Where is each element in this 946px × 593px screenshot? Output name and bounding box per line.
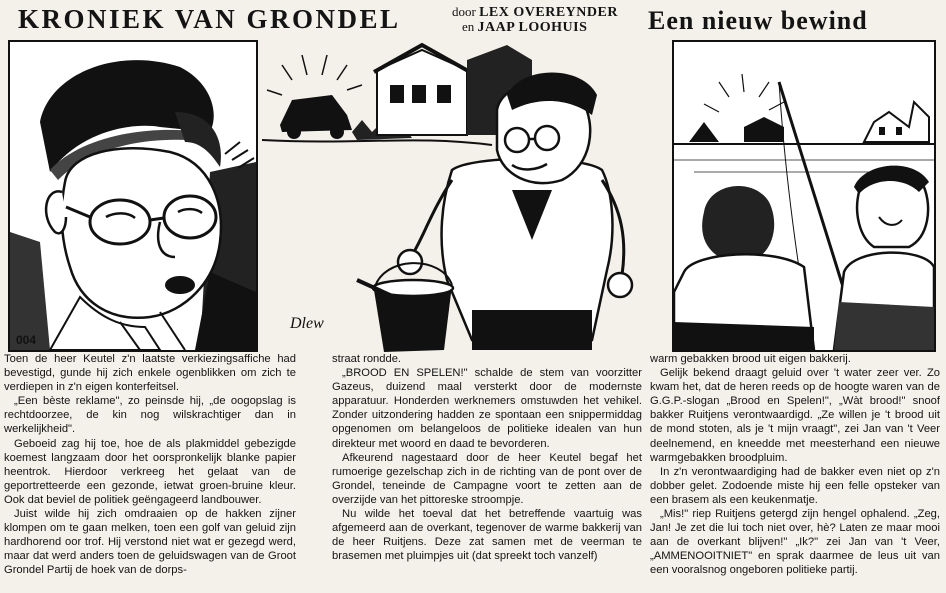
paragraph: „BROOD EN SPELEN!" schalde de stem van voorzitter Gazeus, duizend maal versterkt door de modernste apparatuur. Honderden werknemers omstuwden het vehikel. Zonder uitzondering hadden ze spontaan een snippermiddag opgenomen om belangeloos de politieke idealen van hun direkteur met woord en daad te bevorderen. [332,367,642,450]
paragraph: Geboeid zag hij toe, hoe de als plakmiddel gebezigde koemest langzaam door het oorspronkelijk blanke papier heentrok. Hierdoor verkreeg het gelaat van de geportretteerde een gezonde, ietwat groen-bruine kleur. Ook dat beviel de politiek geëngageerd landbouwer. [4,437,296,506]
comic-panel-2 [262,40,650,352]
paragraph: Nu wilde het toeval dat het betreffende vaartuig was afgemeerd aan de overkant, tegenover de warme bakkerij van de heer Ruitjens. Deze zat samen met de veerman te brasemen met pluimpjes uit (dat spreekt toch vanzelf) [332,508,642,563]
farmer-portrait-illustration [10,42,256,350]
comic-title: KRONIEK VAN GRONDEL [18,4,401,34]
byline [452,5,618,35]
paragraph: „Mis!" riep Ruitjens getergd zijn hengel ophalend. „Zeg, Jan! Je zet die lui toch niet over, hè? Laten ze maar mooi aan de overkant blijven!" „Ik?" zei Jan van 't Veer, „AMMENOOITNIET" en sprak daarmee de leus uit van een vooralsnog ongeboren politieke partij. [650,508,940,577]
author-1: LEX OVEREYNDER [479,5,618,20]
artist-signature: Dlew [290,315,324,332]
byline-prefix-1: door [452,4,476,19]
baker-with-bucket-illustration [262,40,650,352]
fishing-scene-illustration [674,42,934,350]
paragraph: straat rondde. [332,353,402,365]
paragraph: Afkeurend nagestaard door de heer Keutel begaf het rumoerige gezelschap zich in de richting van de pont over de Grondel, teneinde de Campagne voort te zetten aan de overzijde van het pittoreske stroompje. [332,451,642,506]
paragraph: „Een bèste reklame", zo peinsde hij, „de oogopslag is rechtdoorzee, de kin nog wilskrachtiger dan in werkelijkheid". [4,395,296,436]
comic-panel-3 [672,40,936,352]
byline-prefix-2: en [462,19,475,34]
paragraph: warm gebakken brood uit eigen bakkerij. [650,353,851,365]
paragraph: Juist wilde hij zich omdraaien op de hakken zijner klompen om te gaan melken, toen een golf van geluid zijn hardhorend oor trof. Hij verstond niet wat er gezegd werd, maar dat werd anders toen de geluidswagen van de Groot Grondel Partij de hoek van de dorps- [4,508,296,577]
paragraph: Toen de heer Keutel z'n laatste verkiezingsaffiche had bevestigd, gunde hij zich enkele ogenblikken om zich te verdiepen in z'n eigen konterfeitsel. [4,353,296,394]
author-2: JAAP LOOHUIS [477,20,588,35]
paragraph: Gelijk bekend draagt geluid over 't water zeer ver. Zo kwam het, dat de heren reeds op de hoogte waren van de G.G.P.-slogan „Brood en Spelen!", „Wàt brood!" snoof bakker Ruitjens verontwaardigd. „Ze willen je 't brood uit de mond stoten, als je 't mijn vraagt", zei Jan van 't Veer deelnemend, en kneedde met meesterhand een nieuwe warmgebakken broodpluim. [650,367,940,464]
article-column-1 [4,352,296,592]
episode-title: Een nieuw bewind [648,6,868,35]
article-column-2 [332,352,642,592]
paragraph: In z'n verontwaardiging had de bakker even niet op z'n dobber gelet. Zodoende miste hij een felle opsteker van een brasem als een keukenmatje. [650,465,940,506]
comic-header [0,0,946,40]
comic-panel-1 [8,40,258,352]
article-column-3 [650,352,940,592]
panel-number: 004 [16,333,37,347]
